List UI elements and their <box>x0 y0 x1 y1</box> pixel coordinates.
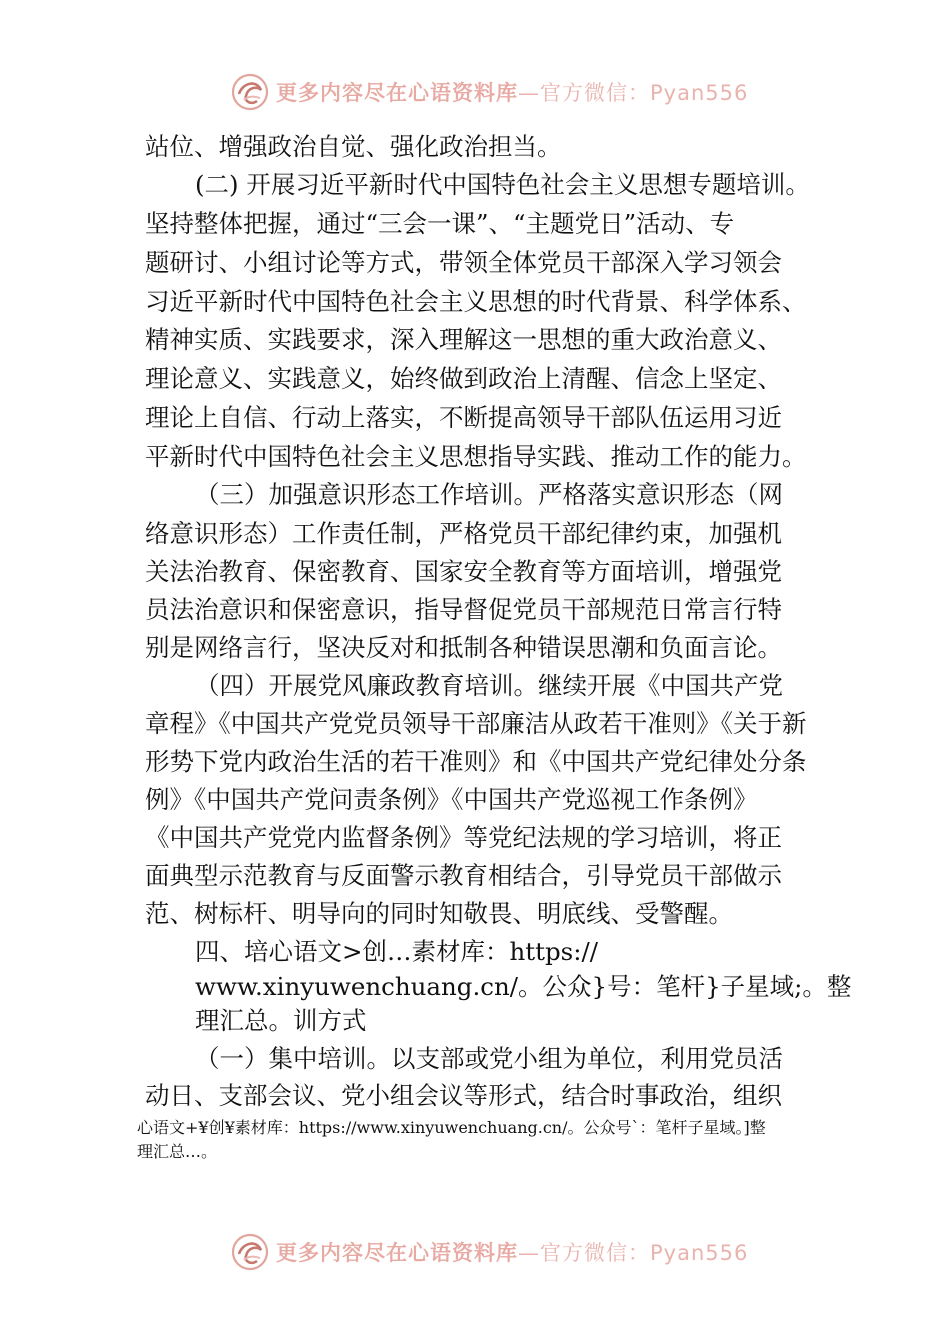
text-line: www.xinyuwenchuang.cn/。公众}号：笔杆}子星域;。整 <box>195 972 852 1001</box>
watermark-wechat: —官方微信：Pyan556 <box>518 81 749 105</box>
text-line: 理论上自信、行动上落实，不断提高领导干部队伍运用习近 <box>145 403 782 432</box>
text-line: 习近平新时代中国特色社会主义思想的时代背景、科学体系、 <box>145 287 807 316</box>
text-line: 坚持整体把握，通过“三会一课”、“主题党日”活动、专 <box>145 209 735 238</box>
text-line: 关法治教育、保密教育、国家安全教育等方面培训，增强党 <box>145 557 782 586</box>
text-line: 题研讨、小组讨论等方式，带领全体党员干部深入学习领会 <box>145 248 782 277</box>
text-line: 章程》《中国共产党党员领导干部廉洁从政若干准则》《关于新 <box>145 709 807 738</box>
footer-line: 理汇总…。 <box>137 1142 218 1161</box>
text-line: 员法治意识和保密意识，指导督促党员干部规范日常言行特 <box>145 595 782 624</box>
watermark-top <box>230 72 748 112</box>
watermark-wechat: —官方微信：Pyan556 <box>518 1241 749 1265</box>
text-line: 精神实质、实践要求，深入理解这一思想的重大政治意义、 <box>145 325 782 354</box>
logo-icon <box>230 1232 270 1272</box>
footer-line: 心语文+¥创¥素材库：https://www.xinyuwenchuang.cn/。公众号`：笔杆子星域。]整 <box>137 1118 766 1137</box>
text-line: 别是网络言行，坚决反对和抵制各种错误思潮和负面言论。 <box>145 633 782 662</box>
text-line: 形势下党内政治生活的若干准则》和《中国共产党纪律处分条 <box>145 747 807 776</box>
text-line: (二) 开展习近平新时代中国特色社会主义思想专题培训。 <box>195 170 810 199</box>
text-line: （三）加强意识形态工作培训。严格落实意识形态（网 <box>195 480 783 509</box>
logo-icon <box>230 72 270 112</box>
text-line: 平新时代中国特色社会主义思想指导实践、推动工作的能力。 <box>145 442 807 471</box>
text-line: 例》《中国共产党问责条例》《中国共产党巡视工作条例》 <box>145 785 758 814</box>
text-line: 动日、支部会议、党小组会议等形式，结合时事政治，组织 <box>145 1081 782 1110</box>
text-line: （四）开展党风廉政教育培训。继续开展《中国共产党 <box>195 671 783 700</box>
text-line: 络意识形态）工作责任制，严格党员干部纪律约束，加强机 <box>145 519 782 548</box>
text-line: 四、培心语文>创…素材库：https:// <box>195 937 599 966</box>
text-line: 范、树标杆、明导向的同时知敬畏、明底线、受警醒。 <box>145 899 733 928</box>
text-line: （一）集中培训。以支部或党小组为单位，利用党员活 <box>195 1044 783 1073</box>
text-line: 《中国共产党党内监督条例》等党纪法规的学习培训，将正 <box>145 823 782 852</box>
watermark-text: 更多内容尽在心语资料库 <box>276 81 518 105</box>
text-line: 站位、增强政治自觉、强化政治担当。 <box>145 132 562 161</box>
watermark-bottom <box>230 1232 748 1272</box>
watermark-text: 更多内容尽在心语资料库 <box>276 1241 518 1265</box>
text-line: 理汇总。训方式 <box>195 1006 367 1035</box>
text-line: 理论意义、实践意义，始终做到政治上清醒、信念上坚定、 <box>145 364 782 393</box>
text-line: 面典型示范教育与反面警示教育相结合，引导党员干部做示 <box>145 861 782 890</box>
